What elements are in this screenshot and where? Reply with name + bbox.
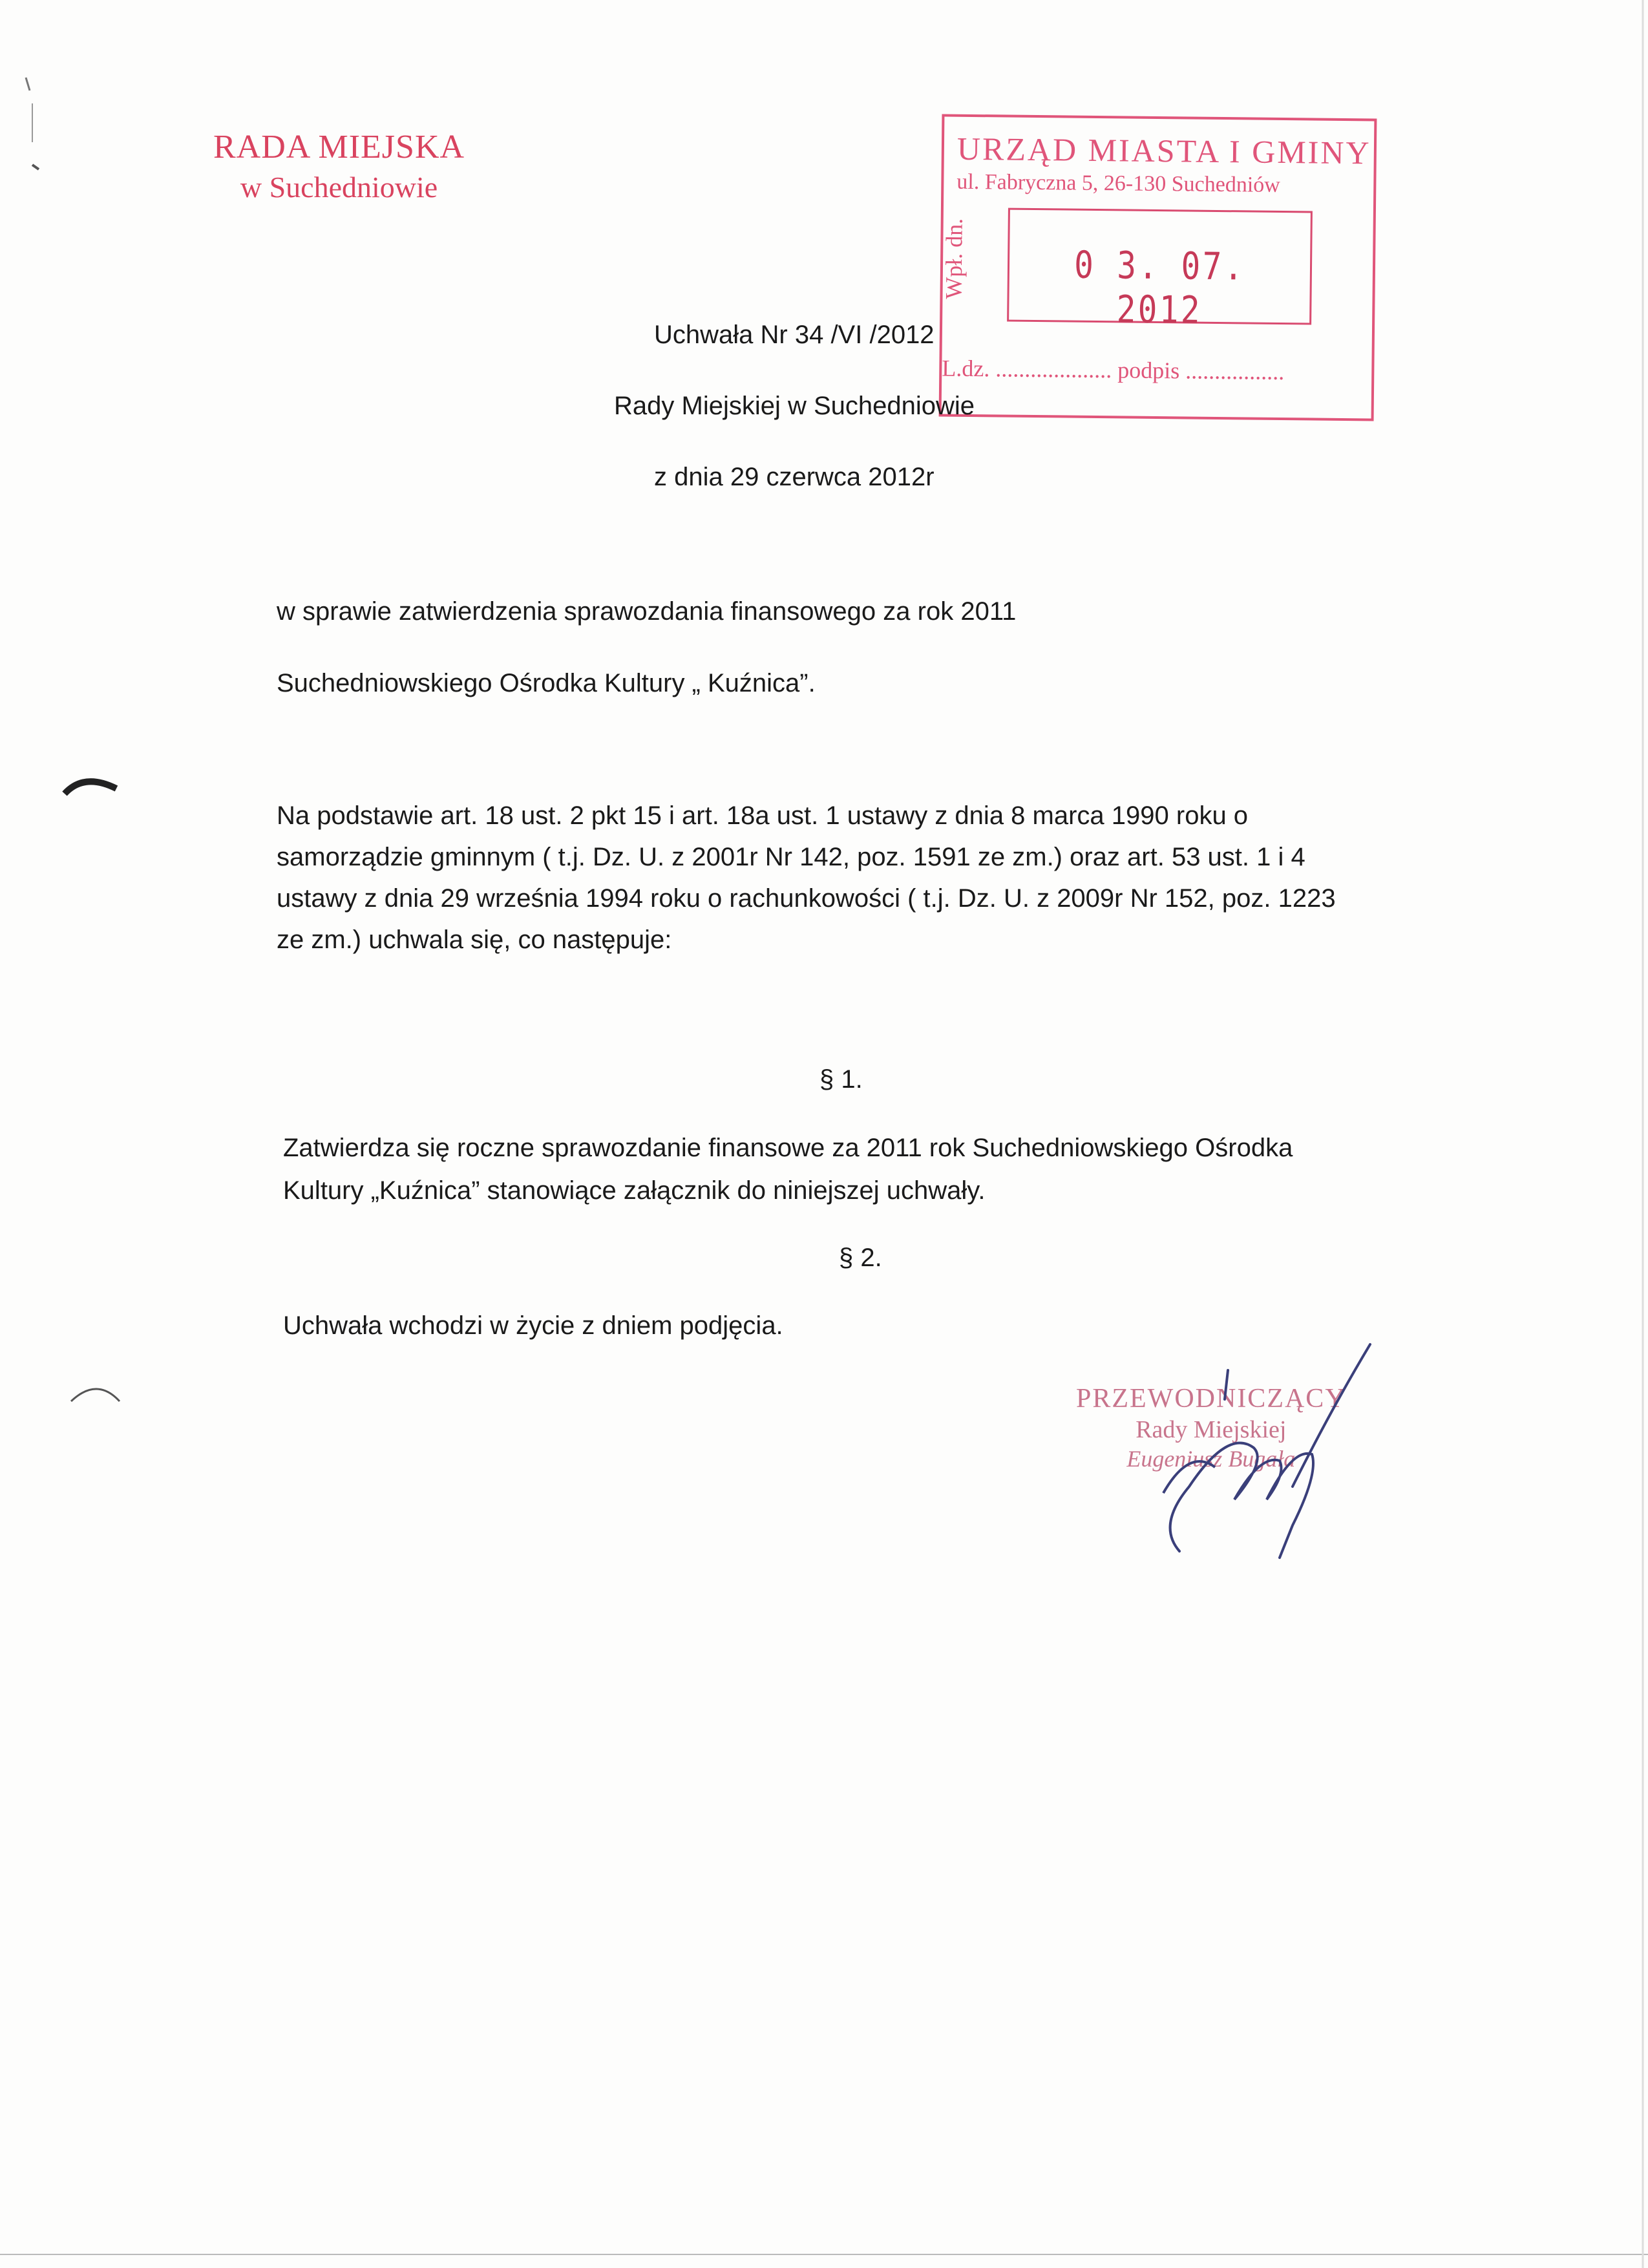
subject-line-2: Suchedniowskiego Ośrodka Kultury „ Kuźnica”. (277, 669, 816, 697)
issuer-name: RADA MIEJSKA (213, 129, 465, 165)
legal-basis-line: samorządzie gminnym ( t.j. Dz. U. z 2001r Nr 142, poz. 1591 ze zm.) oraz art. 53 ust. 1 i 4 (277, 843, 1305, 871)
legal-basis-line: ze zm.) uchwala się, co następuje: (277, 926, 672, 954)
section-2-text-line: Uchwała wchodzi w życie z dniem podjęcia. (283, 1311, 783, 1340)
stamp-date: 0 3. 07. 2012 (1073, 242, 1246, 332)
section-1-text-line: Kultury „Kuźnica” stanowiące załącznik do niniejszej uchwały. (283, 1176, 986, 1205)
resolution-number: Uchwała Nr 34 /VI /2012 (654, 321, 935, 349)
stamp-ldz-line: L.dz. .................... podpis ................. (942, 355, 1285, 385)
signature-name: Eugeniusz Bugała (1126, 1446, 1296, 1472)
issuer-header (213, 128, 465, 204)
legal-basis-line: Na podstawie art. 18 ust. 2 pkt 15 i art. 18a ust. 1 ustawy z dnia 8 marca 1990 roku o (277, 801, 1249, 830)
issuer-location: w Suchedniowie (240, 171, 438, 204)
signature-title: PRZEWODNICZĄCY (1076, 1384, 1346, 1414)
resolution-body: Rady Miejskiej w Suchedniowie (614, 392, 975, 420)
stamp-office-name: URZĄD MIASTA I GMINY (956, 130, 1371, 171)
stamp-address: ul. Fabryczna 5, 26-130 Suchedniów (956, 169, 1281, 197)
legal-basis-line: ustawy z dnia 29 września 1994 roku o rachunkowości ( t.j. Dz. U. z 2009r Nr 152, poz. 1223 (277, 884, 1336, 913)
resolution-date: z dnia 29 czerwca 2012r (654, 463, 935, 491)
section-2-label: § 2. (839, 1244, 882, 1272)
signature-body: Rady Miejskiej (1136, 1416, 1287, 1443)
stamp-date-box (1007, 208, 1313, 332)
handwritten-signature (1118, 1331, 1402, 1564)
section-1-text-line: Zatwierdza się roczne sprawozdanie finansowe za 2011 rok Suchedniowskiego Ośrodka (283, 1134, 1293, 1162)
stamp-received-label: Wpł. dn. (940, 218, 967, 299)
subject-line-1: w sprawie zatwierdzenia sprawozdania finansowego za rok 2011 (277, 597, 1017, 626)
registry-stamp (939, 114, 1377, 421)
section-1-label: § 1. (819, 1065, 863, 1094)
